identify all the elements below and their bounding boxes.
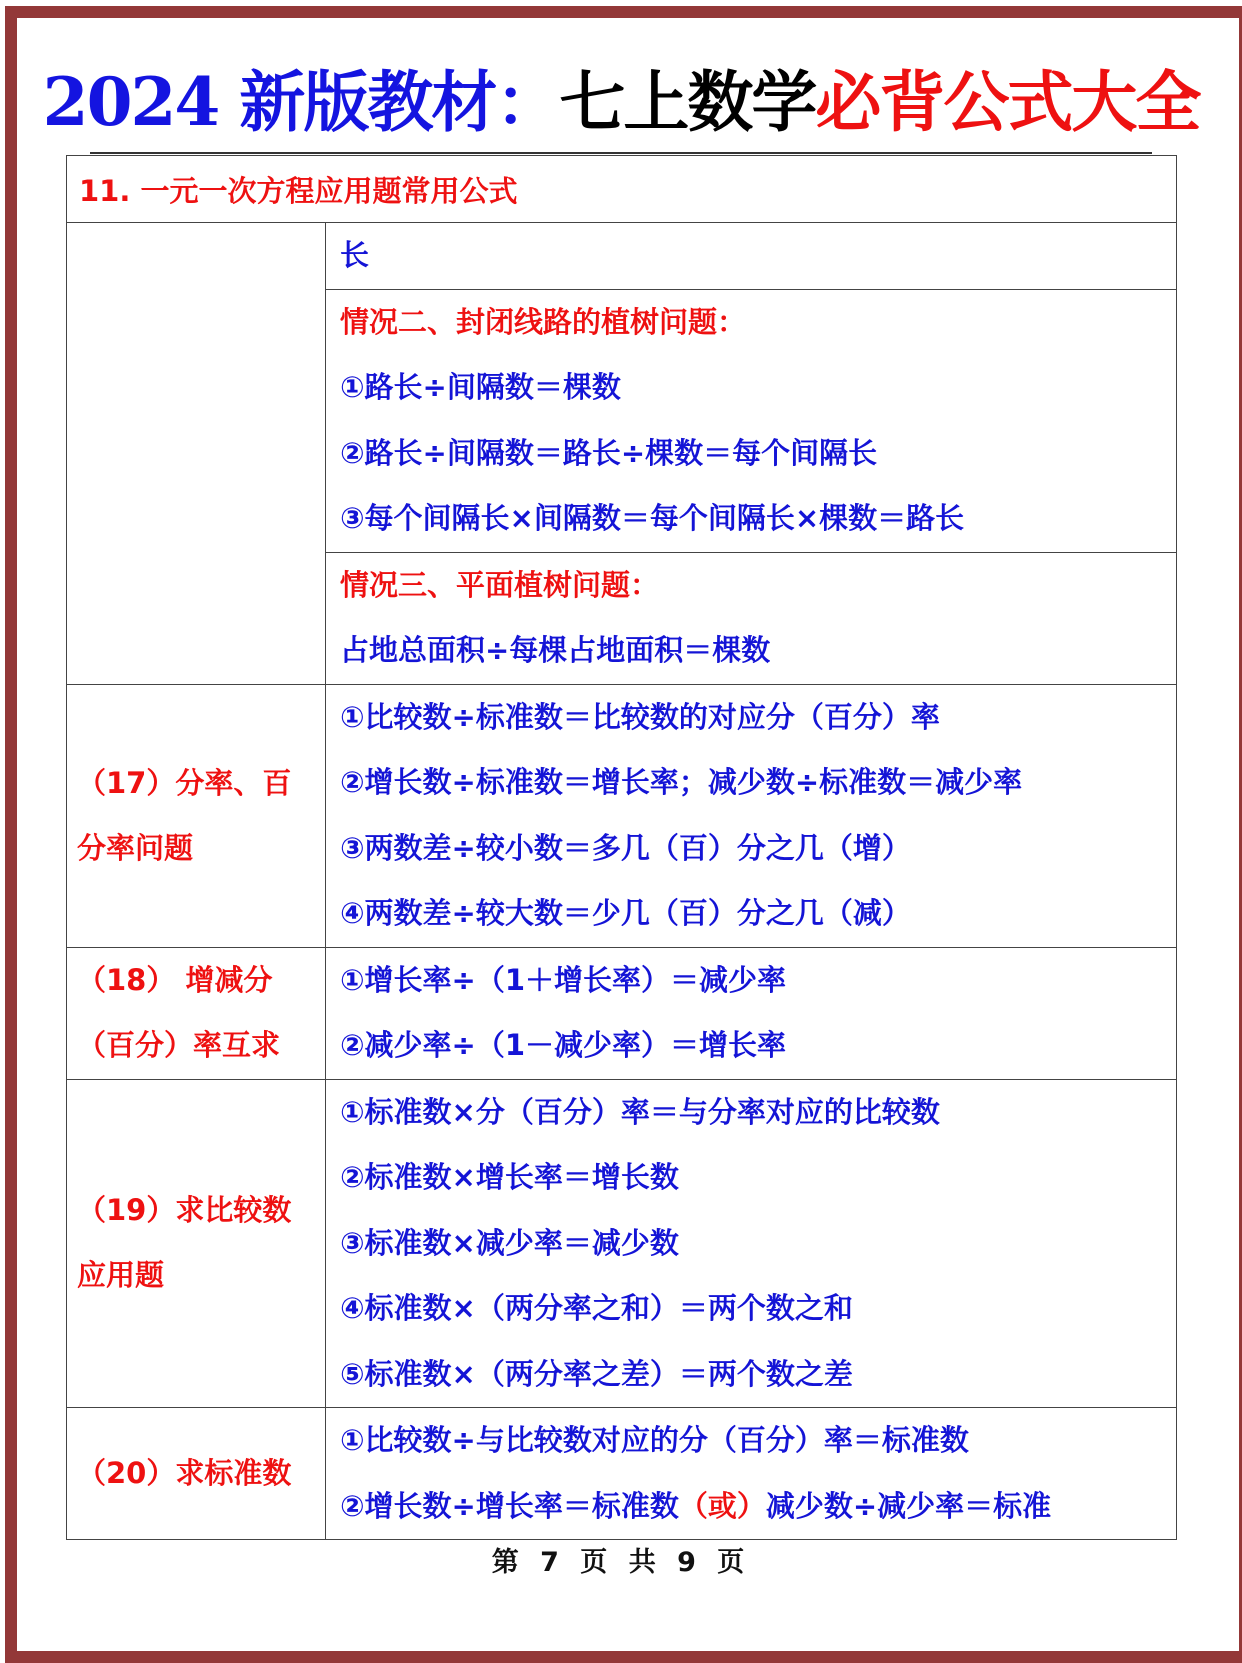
case-heading: 情况三、平面植树问题： (340, 567, 660, 602)
table-row (67, 947, 1177, 1079)
formula-line: ①比较数÷标准数＝比较数的对应分（百分）率 (340, 699, 940, 734)
table-row (67, 1079, 1177, 1408)
formula-cell (326, 1408, 1177, 1540)
formula-part: ②增长数÷增长率＝标准数 (340, 1488, 679, 1523)
formula-table (66, 155, 1177, 1540)
page-title (0, 62, 1242, 142)
table-row (67, 223, 1177, 290)
formula-line: ①增长率÷（1＋增长率）＝减少率 (340, 962, 787, 997)
formula-line: ②标准数×增长率＝增长数 (340, 1160, 679, 1194)
table-row (67, 684, 1177, 947)
formula-part: 减少数÷减少率＝标准 (765, 1488, 1052, 1523)
formula-line (340, 1474, 1168, 1540)
formula-line: 长 (340, 238, 370, 272)
formula-line: ②减少率÷（1－减少率）＝增长率 (340, 1028, 787, 1062)
title-part-red: 必背公式大全 (815, 63, 1200, 141)
formula-line: 占地总面积÷每棵占地面积＝棵数 (340, 633, 771, 667)
formula-line: ②路长÷间隔数＝路长÷棵数＝每个间隔长 (340, 435, 878, 470)
formula-line: ①标准数×分（百分）率＝与分率对应的比较数 (340, 1094, 940, 1129)
formula-cell (326, 684, 1177, 947)
formula-cell (326, 552, 1177, 684)
label-line: （20）求标准数 (77, 1456, 292, 1490)
formula-cell (326, 223, 1177, 290)
label-line: （17）分率、百 (77, 765, 292, 800)
formula-line: ④两数差÷较大数＝少几（百）分之几（减） (340, 896, 911, 930)
title-part-blue: 2024 新版教材： (42, 63, 560, 141)
formula-line: ③标准数×减少率＝减少数 (340, 1225, 679, 1260)
label-line: 分率问题 (77, 830, 194, 865)
formula-line: ③每个间隔长×间隔数＝每个间隔长×棵数＝路长 (340, 501, 965, 535)
label-line: （百分）率互求 (77, 1028, 281, 1062)
row-label (67, 1408, 326, 1540)
row-label (67, 1079, 326, 1408)
section-header: 11. 一元一次方程应用题常用公式 (67, 156, 1177, 223)
row-label (67, 684, 326, 947)
formula-line: ⑤标准数×（两分率之差）＝两个数之差 (340, 1356, 853, 1391)
formula-line: ③两数差÷较小数＝多几（百）分之几（增） (340, 830, 911, 865)
formula-cell (326, 289, 1177, 552)
title-divider (90, 152, 1152, 154)
table-row (67, 1408, 1177, 1540)
row-label-empty (67, 223, 326, 685)
label-line: （19）求比较数 (77, 1193, 292, 1228)
label-line: 应用题 (77, 1258, 165, 1293)
formula-cell (326, 947, 1177, 1079)
label-line: （18） 增减分 (77, 963, 273, 997)
page-number: 第 7 页 共 9 页 (491, 1547, 751, 1578)
formula-cell (326, 1079, 1177, 1408)
formula-line: ①路长÷间隔数＝棵数 (340, 370, 621, 404)
case-heading: 情况二、封闭线路的植树问题： (340, 304, 747, 339)
formula-line: ①比较数÷与比较数对应的分（百分）率＝标准数 (340, 1423, 969, 1457)
formula-line: ②增长数÷标准数＝增长率；减少数÷标准数＝减少率 (340, 765, 1023, 799)
section-header-row (67, 156, 1177, 223)
or-marker: （或） (678, 1488, 766, 1523)
title-part-black: 七上数学 (559, 63, 816, 141)
row-label (67, 947, 326, 1079)
formula-line: ④标准数×（两分率之和）＝两个数之和 (340, 1291, 853, 1325)
